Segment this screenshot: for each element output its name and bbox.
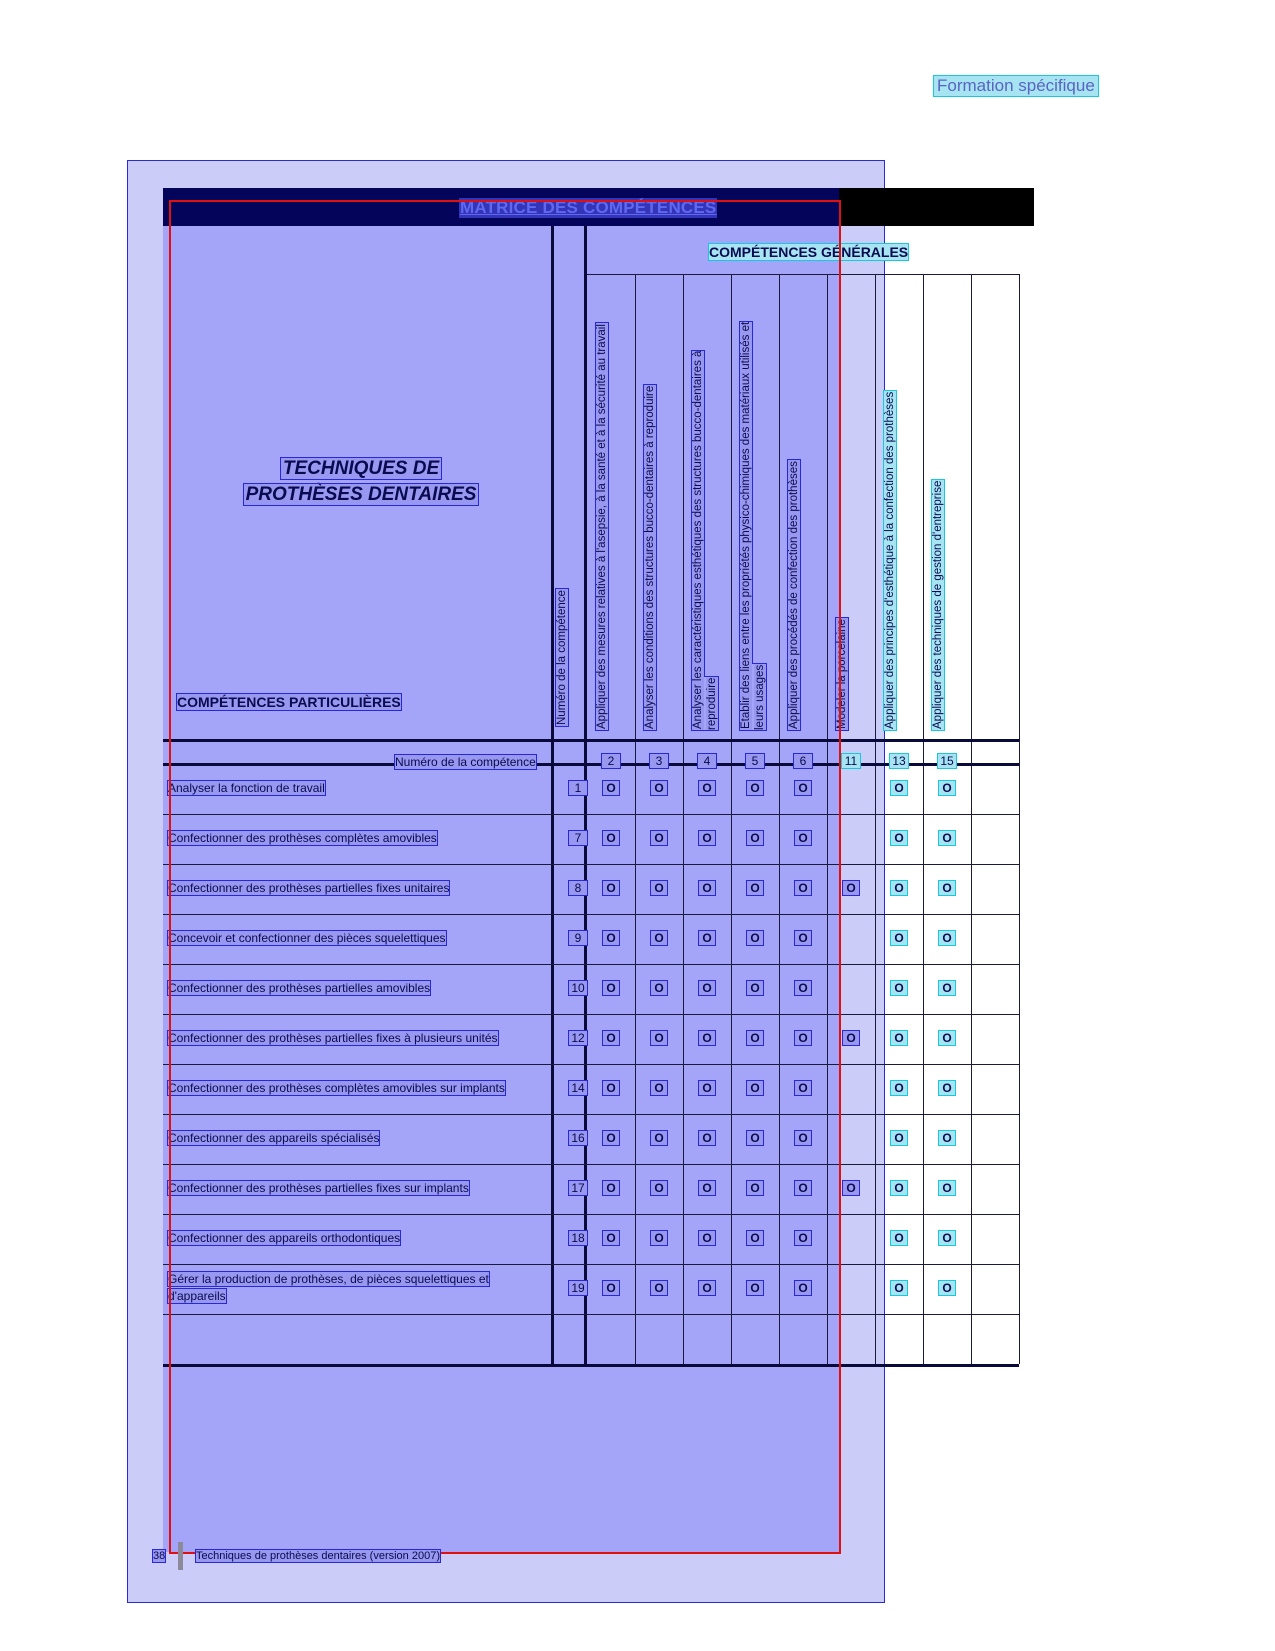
grid-line-vertical [875, 274, 876, 1364]
competency-number: 17 [569, 1181, 587, 1195]
competency-number: 14 [569, 1081, 587, 1095]
competency-link-mark: O [795, 931, 811, 945]
competency-label: Confectionner des prothèses partielles amovibles [168, 981, 431, 995]
competency-label: Confectionner des prothèses partielles fixes unitaires [168, 881, 450, 895]
program-title-line2: PROTHÈSES DENTAIRES [245, 484, 477, 505]
selection-frame [169, 200, 841, 1554]
competency-link-mark: O [603, 1031, 619, 1045]
competency-link-mark: O [795, 1281, 811, 1295]
competency-link-mark: O [939, 1081, 955, 1095]
competency-link-mark: O [747, 781, 763, 795]
competency-link-mark: O [699, 831, 715, 845]
competency-link-mark: O [795, 781, 811, 795]
competency-label: Confectionner des prothèses partielles fixes à plusieurs unités [168, 1031, 498, 1045]
competency-link-mark: O [699, 1231, 715, 1245]
competency-link-mark: O [891, 1231, 907, 1245]
competency-link-mark: O [603, 781, 619, 795]
competency-link-mark: O [891, 1081, 907, 1095]
competency-link-mark: O [651, 1131, 667, 1145]
competency-link-mark: O [939, 1131, 955, 1145]
general-competency-number: 5 [746, 754, 764, 768]
competency-number: 18 [569, 1231, 587, 1245]
competency-link-mark: O [651, 1181, 667, 1195]
competency-link-mark: O [603, 831, 619, 845]
competency-link-mark: O [891, 1031, 907, 1045]
competency-number: 16 [569, 1131, 587, 1145]
competency-number: 12 [569, 1031, 587, 1045]
competency-link-mark: O [939, 781, 955, 795]
competency-label: Confectionner des prothèses complètes amovibles [168, 831, 437, 845]
competency-link-mark: O [699, 981, 715, 995]
competency-link-mark: O [795, 831, 811, 845]
competency-number: 7 [569, 831, 587, 845]
grid-line-vertical [923, 274, 924, 1364]
competency-label: Confectionner des appareils spécialisés [168, 1131, 380, 1145]
competency-link-mark: O [603, 1131, 619, 1145]
footer-separator [178, 1542, 183, 1570]
competency-link-mark: O [747, 1281, 763, 1295]
competency-link-mark: O [747, 931, 763, 945]
grid-line-vertical [971, 274, 972, 1364]
general-competency-number: 13 [890, 754, 908, 768]
general-competency-header: Appliquer des mesures relatives à l'asepsie, à la santé et à la sécurité au travail [596, 324, 608, 729]
general-competency-header: Modeler la porcelaine [836, 619, 848, 729]
competency-link-mark: O [891, 1181, 907, 1195]
competency-link-mark: O [699, 1131, 715, 1145]
competency-number: 9 [569, 931, 587, 945]
general-competency-number: 11 [842, 754, 860, 768]
competency-label: Analyser la fonction de travail [168, 781, 325, 795]
competency-link-mark: O [795, 1131, 811, 1145]
competency-link-mark: O [603, 881, 619, 895]
competency-link-mark: O [651, 1231, 667, 1245]
footer-text: Techniques de prothèses dentaires (version 2007) [196, 1550, 440, 1562]
general-competency-number: 2 [602, 754, 620, 768]
competency-label: Gérer la production de prothèses, de pièces squelettiques et [168, 1272, 489, 1286]
particular-competencies-header: COMPÉTENCES PARTICULIÈRES [177, 694, 401, 710]
document-category: Formation spécifique [934, 76, 1098, 96]
competency-link-mark: O [699, 1031, 715, 1045]
general-competency-number: 15 [938, 754, 956, 768]
competency-link-mark: O [747, 1181, 763, 1195]
competency-link-mark: O [699, 881, 715, 895]
grid-line-vertical [1019, 274, 1020, 1364]
competency-link-mark: O [891, 831, 907, 845]
competency-label: Confectionner des prothèses partielles fixes sur implants [168, 1181, 469, 1195]
competency-link-mark: O [795, 1181, 811, 1195]
competency-number: 10 [569, 981, 587, 995]
competency-link-mark: O [747, 831, 763, 845]
general-competency-header: Établir des liens entre les propriétés physico-chimiques des matériaux utilisés et leurs usages [740, 321, 766, 730]
competency-link-mark: O [939, 931, 955, 945]
matrix-title: MATRICE DES COMPÉTENCES [460, 198, 717, 217]
number-row-label: Numéro de la compétence [395, 755, 536, 769]
competency-number: 1 [569, 781, 587, 795]
competency-link-mark: O [651, 831, 667, 845]
competency-link-mark: O [891, 931, 907, 945]
competency-link-mark: O [603, 981, 619, 995]
competency-link-mark: O [699, 1081, 715, 1095]
competency-link-mark: O [891, 781, 907, 795]
competency-link-mark: O [747, 1131, 763, 1145]
competency-link-mark: O [939, 1231, 955, 1245]
competency-link-mark: O [939, 981, 955, 995]
competency-link-mark: O [651, 781, 667, 795]
competency-link-mark: O [795, 1081, 811, 1095]
competency-link-mark: O [651, 931, 667, 945]
competency-link-mark: O [651, 881, 667, 895]
competency-link-mark: O [795, 981, 811, 995]
competency-link-mark: O [891, 1131, 907, 1145]
competency-link-mark: O [699, 781, 715, 795]
competency-link-mark: O [747, 1081, 763, 1095]
competency-link-mark: O [603, 1181, 619, 1195]
competency-number: 8 [569, 881, 587, 895]
competency-link-mark: O [651, 1081, 667, 1095]
competency-number: 19 [569, 1281, 587, 1295]
general-competencies-header: COMPÉTENCES GÉNÉRALES [709, 244, 909, 260]
page-number: 38 [153, 1550, 166, 1562]
competency-link-mark: O [891, 981, 907, 995]
competency-link-mark: O [699, 1281, 715, 1295]
general-competency-header: Analyser les caractéristiques esthétiques des structures bucco-dentaires à reproduire [692, 350, 718, 730]
competency-link-mark: O [939, 1181, 955, 1195]
competency-link-mark: O [747, 1231, 763, 1245]
competency-link-mark: O [795, 1031, 811, 1045]
competency-link-mark: O [795, 881, 811, 895]
competency-link-mark: O [651, 1281, 667, 1295]
competency-label: Confectionner des prothèses complètes amovibles sur implants [168, 1081, 505, 1095]
competency-link-mark: O [603, 1231, 619, 1245]
competency-link-mark: O [699, 931, 715, 945]
general-competency-header: Analyser les conditions des structures bucco-dentaires à reproduire [644, 385, 656, 729]
competency-link-mark: O [843, 881, 859, 895]
competency-label: d'appareils [168, 1289, 226, 1303]
competency-link-mark: O [843, 1181, 859, 1195]
competency-link-mark: O [843, 1031, 859, 1045]
general-competency-header: Appliquer des principes d'esthétique à la confection des prothèses [884, 391, 896, 729]
competency-link-mark: O [651, 981, 667, 995]
competency-link-mark: O [747, 1031, 763, 1045]
competency-link-mark: O [603, 931, 619, 945]
competency-link-mark: O [603, 1081, 619, 1095]
competency-link-mark: O [939, 831, 955, 845]
competency-link-mark: O [939, 1031, 955, 1045]
general-competency-header: Appliquer des procédés de confection des prothèses [788, 461, 800, 729]
competency-label: Confectionner des appareils orthodontiques [168, 1231, 401, 1245]
number-column-header: Numéro de la compétence [556, 590, 568, 725]
competency-link-mark: O [747, 881, 763, 895]
competency-link-mark: O [939, 1281, 955, 1295]
competency-link-mark: O [747, 981, 763, 995]
general-competency-number: 3 [650, 754, 668, 768]
competency-link-mark: O [891, 1281, 907, 1295]
competency-link-mark: O [651, 1031, 667, 1045]
competency-link-mark: O [891, 881, 907, 895]
general-competency-number: 4 [698, 754, 716, 768]
program-title-line1: TECHNIQUES DE [282, 458, 440, 479]
general-competency-header: Appliquer des techniques de gestion d'entreprise [932, 480, 944, 729]
general-competency-number: 6 [794, 754, 812, 768]
competency-link-mark: O [795, 1231, 811, 1245]
competency-link-mark: O [699, 1181, 715, 1195]
competency-link-mark: O [939, 881, 955, 895]
competency-label: Concevoir et confectionner des pièces squelettiques [168, 931, 446, 945]
competency-link-mark: O [603, 1281, 619, 1295]
